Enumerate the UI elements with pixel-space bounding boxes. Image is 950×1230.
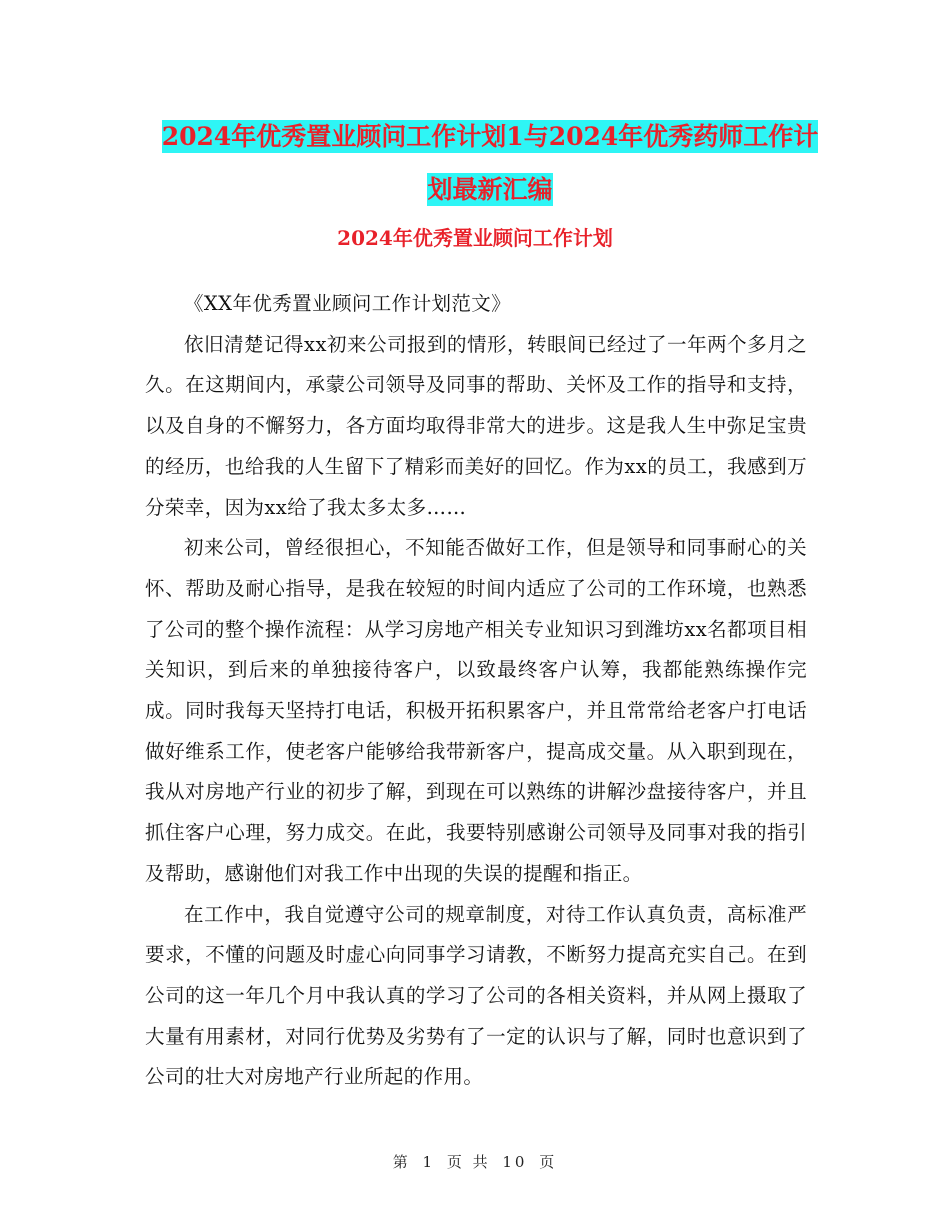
footer-current-page: 1 [422, 1153, 436, 1171]
section-title: 2024年优秀置业顾问工作计划 [337, 226, 613, 250]
footer-mid: 页 共 [446, 1153, 491, 1171]
document-title [150, 110, 830, 216]
footer-total-pages: 10 [502, 1153, 528, 1171]
paragraph: 在工作中，我自觉遵守公司的规章制度，对待工作认真负责，高标准严要求，不懂的问题及时虚心向同事学习请教，不断努力提高充实自己。在到公司的这一年几个月中我认真的学习了公司的各相关资料，并从网上摄取了大量有用素材，对同行优势及劣势有了一定的认识与了解，同时也意识到了公司的壮大对房地产行业所起的作用。 [145, 902, 807, 1089]
footer-prefix: 第 [392, 1153, 411, 1171]
paragraph-subtitle: 《XX年优秀置业顾问工作计划范文》 [184, 292, 512, 315]
paragraph: 初来公司，曾经很担心，不知能否做好工作，但是领导和同事耐心的关怀、帮助及耐心指导，是我在较短的时间内适应了公司的工作环境，也熟悉了公司的整个操作流程：从学习房地产相关专业知识习到潍坊xx名都项目相关知识，到后来的单独接待客户，以致最终客户认筹，我都能熟练操作完成。同时我每天坚持打电话，积极开拓积累客户，并且常常给老客户打电话做好维系工作，使老客户能够给我带新客户，提高成交量。从入职到现在，我从对房地产行业的初步了解，到现在可以熟练的讲解沙盘接待客户，并且抓住客户心理，努力成交。在此，我要特别感谢公司领导及同事对我的指引及帮助，感谢他们对我工作中出现的失误的提醒和指正。 [145, 536, 807, 885]
page-footer [0, 1151, 950, 1172]
footer-suffix: 页 [539, 1153, 558, 1171]
title-highlight: 2024年优秀置业顾问工作计划1与2024年优秀药师工作计划最新汇编 [161, 122, 819, 204]
paragraph: 依旧清楚记得xx初来公司报到的情形，转眼间已经过了一年两个多月之久。在这期间内，承蒙公司领导及同事的帮助、关怀及工作的指导和支持，以及自身的不懈努力，各方面均取得非常大的进步。这是我人生中弥足宝贵的经历，也给我的人生留下了精彩而美好的回忆。作为xx的员工，我感到万分荣幸，因为xx给了我太多太多…… [145, 332, 807, 519]
body-text [145, 284, 807, 1098]
